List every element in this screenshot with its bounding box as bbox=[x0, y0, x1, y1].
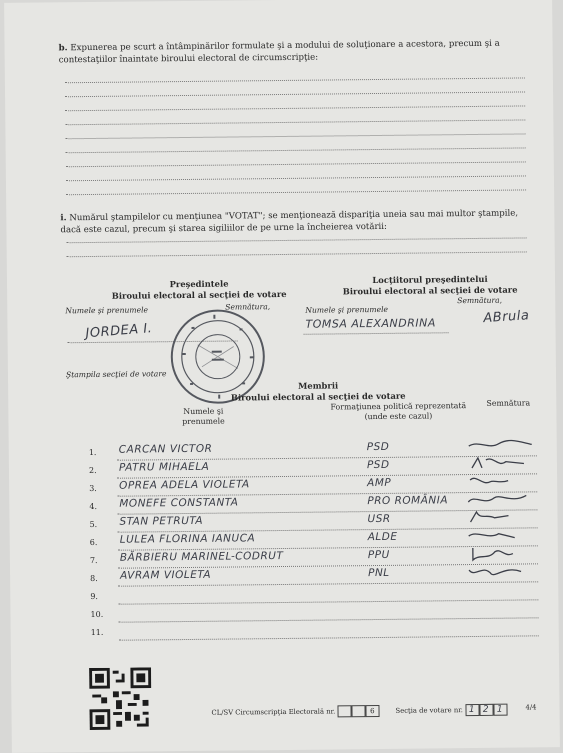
member-number: 2. bbox=[88, 465, 97, 476]
member-name: BĂRBIERU MARINEL-CODRUT bbox=[119, 549, 284, 564]
member-number: 5. bbox=[89, 519, 98, 530]
circumscription-digit: 6 bbox=[365, 705, 379, 717]
section-label: Secţia de votare nr. bbox=[395, 706, 463, 715]
president-title: Preşedintele bbox=[169, 278, 229, 290]
footer-circumscription bbox=[211, 705, 379, 719]
deputy-header bbox=[325, 273, 535, 297]
member-party: PSD bbox=[366, 458, 390, 472]
dotted-rule bbox=[66, 161, 526, 167]
member-name: MONEFE CONSTANTA bbox=[119, 496, 239, 510]
dotted-rule bbox=[65, 119, 525, 125]
section-i-text: Numărul ştampilelor cu menţiunea "VOTAT"; se menţionează dispariţia uneia sau mai multor ştampile, dacă este cazul, precum şi starea sigiliilor de pe urne la încheierea votării: bbox=[60, 208, 519, 236]
president-header bbox=[99, 278, 299, 302]
member-number: 7. bbox=[89, 555, 98, 566]
dotted-rule bbox=[67, 251, 527, 257]
member-number: 6. bbox=[89, 537, 98, 548]
section-b bbox=[59, 37, 529, 66]
column-header-party bbox=[318, 401, 478, 423]
dotted-rule bbox=[66, 133, 526, 139]
deputy-subtitle: Biroului electoral al secţiei de votare bbox=[342, 284, 518, 297]
dotted-rule bbox=[67, 237, 527, 243]
document-page bbox=[4, 0, 560, 753]
member-number: 9. bbox=[90, 591, 98, 602]
deputy-handwritten-signature: ABrula bbox=[482, 308, 530, 327]
column-header-name-line2: prenumele bbox=[182, 416, 225, 427]
deputy-handwritten-name: TOMSA ALEXANDRINA bbox=[305, 316, 436, 331]
section-b-text: Expunerea pe scurt a întâmpinărilor formulate şi a modului de soluţionare a acestora, precum şi a contestaţiilor înaintate biroului electoral de circumscripţie: bbox=[58, 38, 500, 66]
member-name: STAN PETRUTA bbox=[119, 514, 204, 528]
dotted-rule bbox=[65, 91, 525, 97]
column-header-signature: Semnătura bbox=[486, 398, 531, 408]
members-subtitle: Biroului electoral al secţiei de votare bbox=[230, 390, 406, 403]
column-header-name-line1: Numele şi bbox=[183, 406, 224, 417]
member-number: 1. bbox=[88, 447, 97, 458]
deputy-signature-label: Semnătura, bbox=[457, 295, 503, 306]
dotted-rule bbox=[119, 635, 539, 640]
member-party: PNL bbox=[368, 566, 390, 580]
member-name: PATRU MIHAELA bbox=[118, 460, 210, 474]
column-header-name bbox=[158, 406, 248, 427]
section-i bbox=[60, 207, 530, 236]
section-digit: 2 bbox=[479, 704, 493, 716]
qr-code-icon bbox=[89, 667, 152, 730]
section-digit: 1 bbox=[465, 704, 479, 716]
member-number: 10. bbox=[90, 609, 104, 620]
circumscription-box bbox=[351, 705, 365, 717]
member-party: AMP bbox=[367, 476, 392, 490]
member-signature bbox=[465, 561, 535, 582]
president-handwritten-name: JORDEA I. bbox=[85, 321, 153, 342]
stamp-label: Ştampila secţiei de votare bbox=[65, 369, 167, 380]
member-name: OPREA ADELA VIOLETA bbox=[119, 478, 250, 492]
member-number: 3. bbox=[89, 483, 97, 494]
dotted-rule bbox=[65, 77, 525, 83]
member-number: 11. bbox=[90, 627, 104, 638]
deputy-title: Locţiitorul preşedintelui bbox=[372, 273, 488, 286]
president-name-label: Numele şi prenumele bbox=[65, 305, 149, 316]
dotted-rule bbox=[66, 175, 526, 181]
president-subtitle: Biroului electoral al secţiei de votare bbox=[111, 288, 287, 301]
member-row bbox=[91, 621, 541, 644]
section-digit: 1 bbox=[493, 704, 507, 716]
members-title: Membrii bbox=[298, 380, 339, 391]
column-header-party-line1: Formaţiunea politică reprezentată bbox=[330, 401, 467, 412]
member-name: LULEA FLORINA IANUCA bbox=[119, 532, 256, 546]
dotted-rule bbox=[304, 332, 449, 335]
dotted-rule bbox=[65, 105, 525, 111]
member-number: 4. bbox=[89, 501, 98, 512]
footer-section bbox=[395, 704, 507, 717]
member-party: PPU bbox=[367, 548, 390, 562]
circumscription-box bbox=[337, 705, 351, 717]
page-number: 4/4 bbox=[525, 703, 537, 712]
member-name: AVRAM VIOLETA bbox=[120, 568, 212, 582]
column-header-party-line2: (unde este cazul) bbox=[364, 411, 433, 422]
president-signature-label: Semnătura, bbox=[225, 302, 271, 312]
member-party: PRO ROMÂNIA bbox=[367, 494, 449, 508]
members-header bbox=[178, 379, 458, 404]
section-i-label: i. bbox=[60, 213, 67, 224]
dotted-rule bbox=[66, 147, 526, 153]
member-name: CARCAN VICTOR bbox=[118, 442, 213, 456]
deputy-name-label: Numele şi prenumele bbox=[305, 304, 389, 315]
dotted-rule bbox=[66, 189, 526, 195]
section-b-label: b. bbox=[58, 43, 68, 54]
member-party: ALDE bbox=[367, 530, 398, 544]
member-party: USR bbox=[367, 512, 391, 526]
member-number: 8. bbox=[90, 573, 98, 584]
member-party: PSD bbox=[366, 440, 390, 454]
circumscription-label: CL/SV Circumscripţia Electorală nr. bbox=[211, 707, 336, 717]
